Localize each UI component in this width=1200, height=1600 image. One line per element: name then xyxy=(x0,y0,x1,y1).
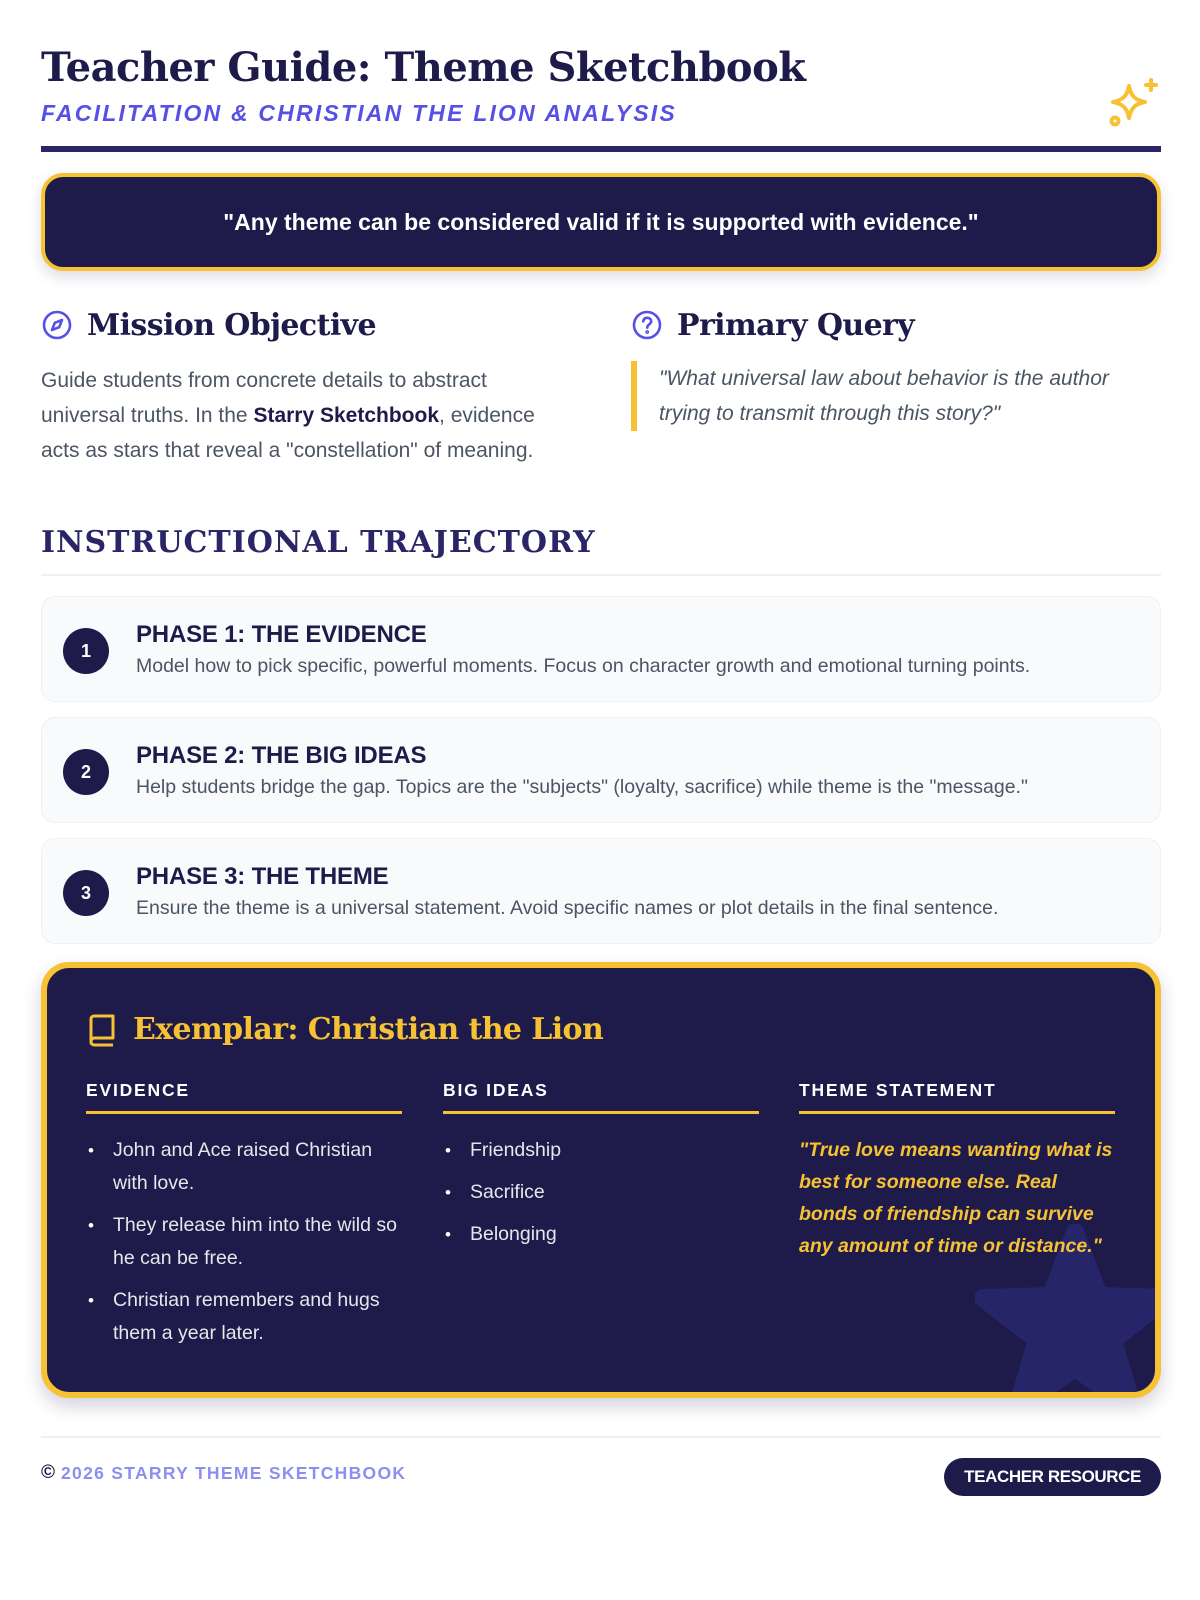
question-circle-icon xyxy=(631,309,663,341)
book-icon xyxy=(87,1013,117,1047)
phase-description: Ensure the theme is a universal statement. Avoid specific names or plot details in the final sentence. xyxy=(136,897,999,919)
phase-number-badge: 3 xyxy=(63,870,109,916)
phase-title: PHASE 3: THE THEME xyxy=(136,863,389,890)
page-subtitle: FACILITATION & CHRISTIAN THE LION ANALYSIS xyxy=(41,100,677,126)
phase-card xyxy=(41,717,1161,823)
phase-description: Help students bridge the gap. Topics are the "subjects" (loyalty, sacrifice) while theme is the "message." xyxy=(136,776,1028,798)
objective-text-part: , evidence acts as stars that reveal a "constellation" of meaning. xyxy=(41,404,535,462)
exemplar-heading: Exemplar: Christian the Lion xyxy=(133,1012,604,1047)
evidence-list xyxy=(86,1134,402,1350)
phase-description: Model how to pick specific, powerful moments. Focus on character growth and emotional turning points. xyxy=(136,655,1031,677)
primary-query-text: "What universal law about behavior is the author trying to transmit through this story?" xyxy=(631,361,1161,431)
theme-statement-text: "True love means wanting what is best for someone else. Real bonds of friendship can survive any amount of time or distance." xyxy=(799,1139,1113,1257)
mission-objective-text xyxy=(41,363,561,468)
phase-card xyxy=(41,838,1161,944)
teacher-guide-page xyxy=(41,0,1161,1486)
list-item: • They release him into the wild so he can be free. xyxy=(86,1209,402,1275)
list-item: • Friendship xyxy=(443,1134,759,1167)
exemplar-card xyxy=(41,962,1161,1398)
quote-banner xyxy=(41,173,1161,271)
phase-number-badge: 1 xyxy=(63,628,109,674)
phase-number-badge: 2 xyxy=(63,749,109,795)
evidence-label: EVIDENCE xyxy=(86,1080,402,1114)
objective-text-part: Guide students from concrete details to abstract universal truths. In the xyxy=(41,369,487,427)
list-item: • Sacrifice xyxy=(443,1176,759,1209)
phase-title: PHASE 2: THE BIG IDEAS xyxy=(136,742,427,769)
copyright-symbol: © xyxy=(41,1462,55,1483)
phase-title: PHASE 1: THE EVIDENCE xyxy=(136,621,427,648)
phase-list xyxy=(41,596,1161,944)
big-ideas-list xyxy=(443,1134,759,1251)
sparkle-icon xyxy=(1107,76,1161,130)
primary-query-header xyxy=(631,305,1161,345)
evidence-column xyxy=(86,1080,402,1359)
copyright xyxy=(41,1462,406,1484)
trajectory-heading: INSTRUCTIONAL TRAJECTORY xyxy=(41,525,1161,576)
phase-card xyxy=(41,596,1161,702)
theme-statement-column xyxy=(799,1080,1115,1262)
big-ideas-column xyxy=(443,1080,759,1260)
list-item: • John and Ace raised Christian with love. xyxy=(86,1134,402,1200)
page-title: Teacher Guide: Theme Sketchbook xyxy=(41,44,806,91)
objective-text-bold: Starry Sketchbook xyxy=(253,404,440,427)
list-item: • Belonging xyxy=(443,1218,759,1251)
copyright-text: 2026 STARRY THEME SKETCHBOOK xyxy=(61,1462,407,1483)
exemplar-header xyxy=(87,1012,603,1047)
compass-icon xyxy=(41,309,73,341)
primary-query-section xyxy=(631,305,1161,519)
mission-objective-header xyxy=(41,305,631,345)
banner-quote: "Any theme can be considered valid if it is supported with evidence." xyxy=(223,208,979,235)
page-footer xyxy=(41,1436,1161,1486)
list-item: • Christian remembers and hugs them a year later. xyxy=(86,1284,402,1350)
teacher-resource-badge: TEACHER RESOURCE xyxy=(944,1458,1161,1496)
theme-statement-label: THEME STATEMENT xyxy=(799,1080,1115,1114)
big-ideas-label: BIG IDEAS xyxy=(443,1080,759,1114)
mission-objective-heading: Mission Objective xyxy=(87,307,376,343)
mission-objective-section xyxy=(41,305,631,519)
intro-columns xyxy=(41,305,1161,519)
primary-query-heading: Primary Query xyxy=(677,307,915,343)
page-header xyxy=(41,0,1161,152)
